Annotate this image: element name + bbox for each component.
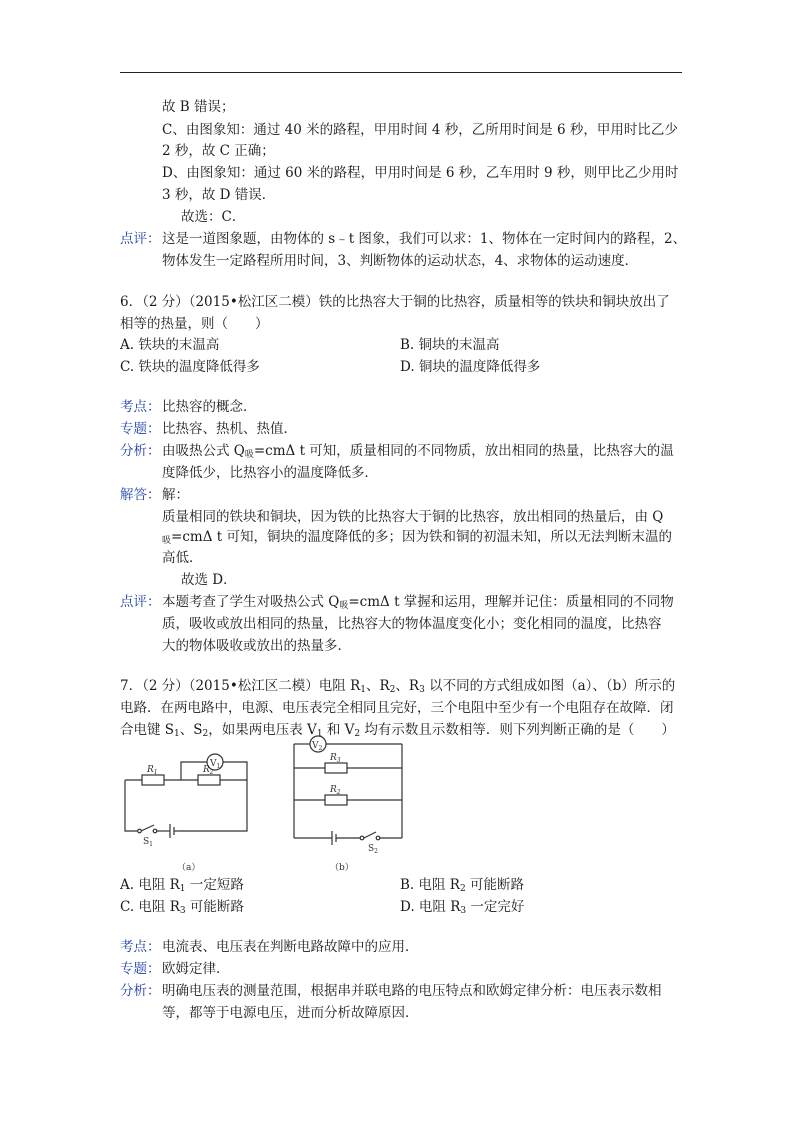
fenxi-text: 等，都等于电源电压，进而分析故障原因． <box>162 1005 419 1021</box>
dianping-tag: 点评： <box>120 594 161 610</box>
zhuanti-text: 欧姆定律． <box>162 961 230 977</box>
comment-text: 这是一道图象题，由物体的 s﹣t 图象，我们可以求：1、物体在一定时间内的路程，2、 <box>162 231 687 247</box>
header-rule <box>120 72 682 73</box>
q6-option-b: B. 铜块的末温高 <box>400 337 500 353</box>
fenxi-text: 度降低少，比热容小的温度降低多． <box>162 465 378 481</box>
q7-option-b: B. 电阻 $R_2$ 可能断路 <box>400 877 524 894</box>
figure-a-caption: （a） <box>177 863 201 873</box>
answer-line: 2 秒，故 C 正确； <box>162 143 275 159</box>
fenxi-tag: 分析： <box>120 443 161 459</box>
fenxi-text: 明确电压表的测量范围，根据串并联电路的电压特点和欧姆定律分析：电压表示数相 <box>162 983 662 999</box>
jieda-choice: 故选 D． <box>181 572 237 588</box>
r1-label: $R_1$ <box>147 765 158 776</box>
r3-label: $R_3$ <box>330 753 341 764</box>
dianping-text: 本题考查了学生对吸热公式 $Q_吸=cm\Delta$ t 掌握和运用，理解并记住：质量相同的不同物 <box>162 594 674 611</box>
kaodian-tag: 考点： <box>120 939 161 955</box>
r2-label-b: $R_2$ <box>330 785 341 796</box>
dianping-text: 大的物体吸收或放出的热量多． <box>162 638 351 654</box>
q7-option-c: C. 电阻 $R_3$ 可能断路 <box>120 899 244 916</box>
question-6-stem: 相等的热量，则（ ） <box>120 316 269 332</box>
zhuanti-tag: 专题： <box>120 421 161 437</box>
question-7-stem: 合电键 $S_1$、$S_2$，如果两电压表 $V_1$ 和 $V_2$ 均有示数且示数相等．则下列判断正确的是（ ） <box>120 722 675 739</box>
fenxi-tag: 分析： <box>120 983 161 999</box>
comment-tag: 点评： <box>120 231 161 247</box>
s2-label: $S_2$ <box>368 844 378 855</box>
q6-option-d: D. 铜块的温度降低得多 <box>400 359 541 375</box>
answer-line: D、由图象知：通过 60 米的路程，甲用时间是 6 秒，乙车用时 9 秒，则甲比乙少用时 <box>162 165 679 181</box>
circuit-diagram-b <box>288 734 408 874</box>
dianping-text: 质，吸收或放出相同的热量，比热容大的物体温度变化小；变化相同的温度，比热容 <box>162 616 662 632</box>
answer-line: 故 B 错误； <box>162 99 235 115</box>
kaodian-text: 电流表、电压表在判断电路故障中的应用． <box>162 939 419 955</box>
kaodian-text: 比热容的概念． <box>162 399 257 415</box>
kaodian-tag: 考点： <box>120 399 161 415</box>
q7-option-a: A. 电阻 $R_1$ 一定短路 <box>120 877 244 894</box>
figure-b-caption: （b） <box>330 863 354 873</box>
zhuanti-tag: 专题： <box>120 961 161 977</box>
q7-option-d: D. 电阻 $R_3$ 一定完好 <box>400 899 525 916</box>
answer-choice: 故选：C． <box>181 209 246 225</box>
question-6-stem: 6．（2 分）（2015•松江区二模）铁的比热容大于铜的比热容，质量相等的铁块和铜块放出了 <box>120 294 670 310</box>
circuit-diagram-a <box>115 748 260 876</box>
v1-label: $V_1$ <box>210 759 221 770</box>
jieda-tag: 解答： <box>120 487 161 503</box>
question-7-stem: 电路．在两电路中，电源、电压表完全相同且完好，三个电阻中至少有一个电阻存在故障．闭 <box>120 700 674 716</box>
r2-label: $R_2$ <box>203 765 214 776</box>
jieda-text: $_吸$=cmΔ t 可知，铜块的温度降低的多；因为铁和铜的初温未知，所以无法判断末温的 <box>162 529 672 546</box>
fenxi-text: 由吸热公式 $Q_吸=cm\Delta$ t 可知，质量相同的不同物质，放出相同的热量，比热容大的温 <box>162 443 674 460</box>
v2-label: $V_2$ <box>312 741 323 752</box>
zhuanti-text: 比热容、热机、热值． <box>162 421 297 437</box>
question-7-stem: 7．（2 分）（2015•松江区二模）电阻 $R_1$、$R_2$、$R_3$ 以不同的方式组成如图（a）、（b）所示的 <box>120 678 676 695</box>
answer-line: 3 秒，故 D 错误． <box>162 187 276 203</box>
jieda-text: 高低． <box>162 550 203 566</box>
q6-option-a: A. 铁块的末温高 <box>120 337 220 353</box>
jieda-text: 解： <box>162 487 189 503</box>
q6-option-c: C. 铁块的温度降低得多 <box>120 359 260 375</box>
s1-label: $S_1$ <box>143 837 153 848</box>
answer-line: C、由图象知：通过 40 米的路程，甲用时间 4 秒，乙所用时间是 6 秒，甲用时比乙少 <box>162 122 678 138</box>
comment-text: 物体发生一定路程所用时间，3、判断物体的运动状态，4、求物体的运动速度． <box>162 253 639 269</box>
jieda-text: 质量相同的铁块和铜块，因为铁的比热容大于铜的比热容，放出相同的热量后，由 Q <box>162 509 664 525</box>
